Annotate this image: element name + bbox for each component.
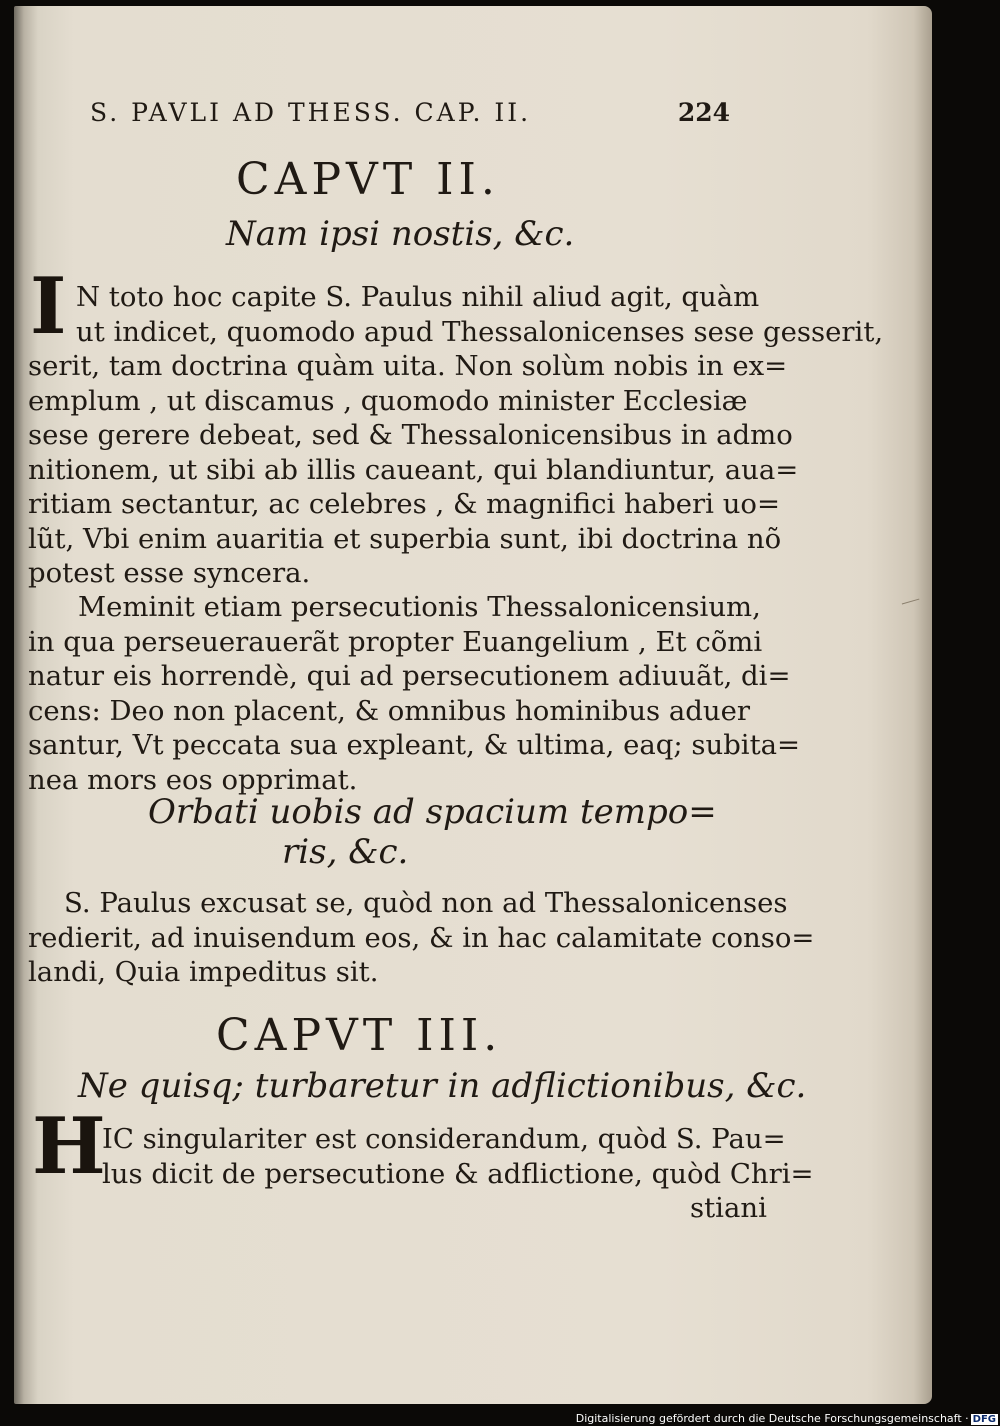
text-line: lũt, Vbi enim auaritia et superbia sunt, ibi doctrina nõ xyxy=(28,522,782,555)
dropcap-h: H xyxy=(32,1101,106,1192)
text-line: in qua perseuerauerãt propter Euangelium , Et cõmi xyxy=(28,625,763,658)
chapter-heading-2: CAPVT II. xyxy=(236,154,500,205)
chapter-heading-3: CAPVT III. xyxy=(216,1010,503,1061)
text-line: Meminit etiam persecutionis Thessalonicensium, xyxy=(78,591,761,623)
margin-mark xyxy=(902,599,920,608)
text-line: landi, Quia impeditus sit. xyxy=(28,956,379,988)
text-line: cens: Deo non placent, & omnibus hominibus aduer xyxy=(28,694,751,727)
text-line: S. Paulus excusat se, quòd non ad Thessalonicenses xyxy=(64,887,788,919)
text-line: ut indicet, quomodo apud Thessalonicenses sese gesserit, xyxy=(76,315,884,348)
dfg-logo: DFG xyxy=(972,1413,996,1425)
digitization-credit xyxy=(576,1412,998,1425)
text-line: nitionem, ut sibi ab illis caueant, qui blandiuntur, aua= xyxy=(28,453,799,486)
text-line: serit, tam doctrina quàm uita. Non solùm nobis in ex= xyxy=(28,350,788,382)
running-title: S. PAVLI AD THESS. CAP. II. xyxy=(90,98,532,127)
dropcap-i: I xyxy=(30,261,67,352)
chapter-2-paragraph-1-cont xyxy=(28,349,798,591)
chapter-2-paragraph-2 xyxy=(28,590,800,797)
chapter-3-incipit: Ne quisq; turbaretur in adflictionibus, &c. xyxy=(78,1066,807,1106)
credit-text: Digitalisierung gefördert durch die Deutsche Forschungsgemeinschaft · xyxy=(575,1412,969,1425)
text-line: redierit, ad inuisendum eos, & in hac calamitate conso= xyxy=(28,921,815,954)
text-line: potest esse syncera. xyxy=(28,557,311,589)
text-line: sese gerere debeat, sed & Thessalonicensibus in admo xyxy=(28,419,793,451)
chapter-3-paragraph-1 xyxy=(102,1122,814,1226)
text-line: ritiam sectantur, ac celebres , & magnifici haberi uo= xyxy=(28,488,781,520)
folio-number: 224 xyxy=(677,98,730,127)
book-page xyxy=(14,6,932,1404)
catchword: stiani xyxy=(690,1192,767,1224)
chapter-2-incipit: Nam ipsi nostis, &c. xyxy=(226,214,575,254)
text-line: lus dicit de persecutione & adflictione, quòd Chri= xyxy=(102,1157,814,1190)
text-line: emplum , ut discamus , quomodo minister Ecclesiæ xyxy=(28,384,748,417)
text-line: santur, Vt peccata sua expleant, & ultima, eaq; subita= xyxy=(28,729,801,761)
text-line: natur eis horrendè, qui ad persecutionem adiuuãt, di= xyxy=(28,660,791,692)
chapter-2-paragraph-3 xyxy=(28,886,814,990)
text-line: nea mors eos opprimat. xyxy=(28,763,358,796)
chapter-2-paragraph-1 xyxy=(76,280,883,349)
text-line: N toto hoc capite S. Paulus nihil aliud agit, quàm xyxy=(76,281,760,313)
text-line: IC singulariter est considerandum, quòd S. Pau= xyxy=(102,1123,786,1155)
chapter-2-verse-incipit-line-1: Orbati uobis ad spacium tempo= xyxy=(148,792,717,832)
chapter-2-verse-incipit-line-2: ris, &c. xyxy=(282,832,409,872)
